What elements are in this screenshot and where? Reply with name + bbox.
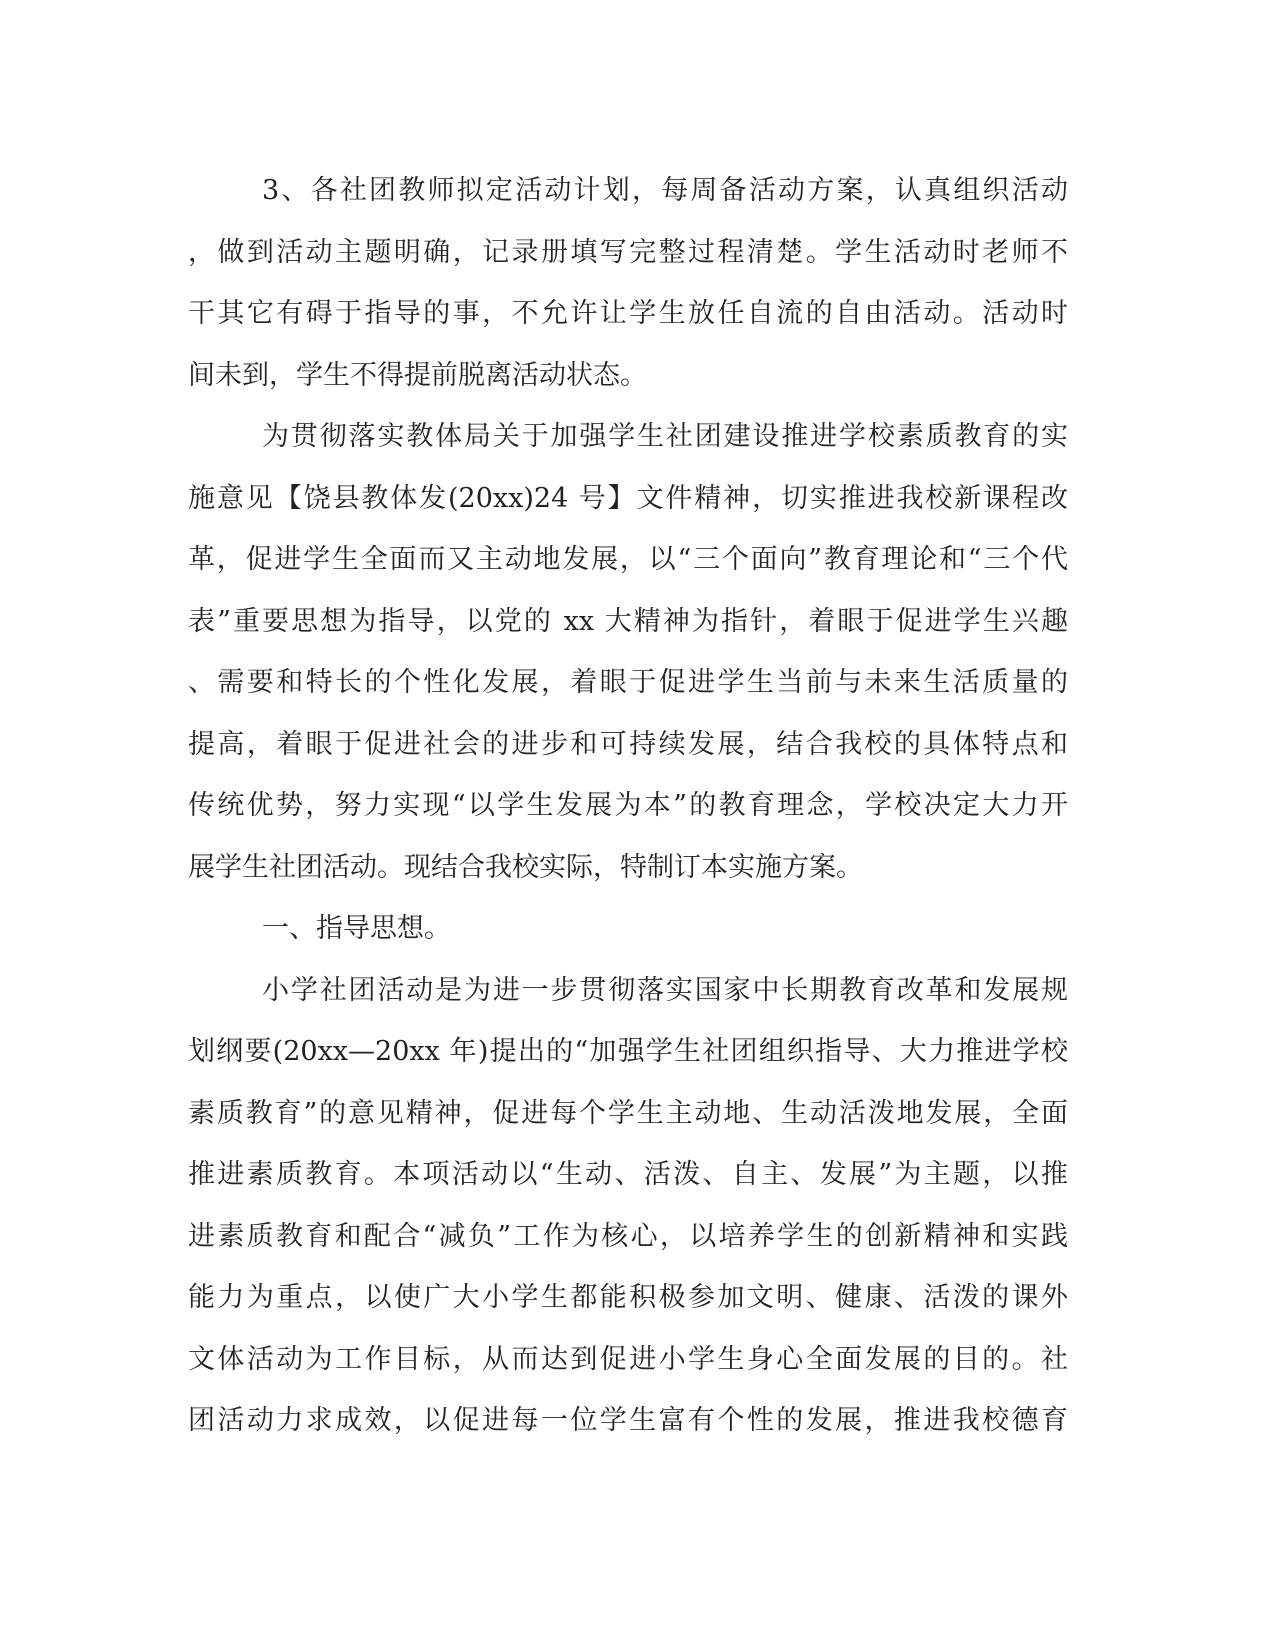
text-line: 划纲要(20xx—20xx 年)提出的“加强学生社团组织指导、大力推进学校: [188, 1036, 1068, 1067]
text-line: 文体活动为工作目标，从而达到促进小学生身心全面发展的目的。社: [188, 1343, 1068, 1375]
text-line: 展学生社团活动。现结合我校实际，特制订本实施方案。: [188, 851, 863, 883]
text-line: 间未到，学生不得提前脱离活动状态。: [188, 359, 647, 391]
text-line: 、需要和特长的个性化发展，着眼于促进学生当前与未来生活质量的: [188, 667, 1068, 698]
text-line: 一、指导思想。: [262, 913, 451, 944]
text-line: 能力为重点，以使广大小学生都能积极参加文明、健康、活泼的课外: [188, 1282, 1068, 1313]
text-line: 推进素质教育。本项活动以“生动、活泼、自主、发展”为主题，以推: [188, 1159, 1068, 1190]
text-line: 干其它有碍于指导的事，不允许让学生放任自流的自由活动。活动时: [188, 298, 1068, 329]
text-line: 团活动力求成效，以促进每一位学生富有个性的发展，推进我校德育: [188, 1405, 1068, 1436]
text-line: 素质教育”的意见精神，促进每个学生主动地、生动活泼地发展，全面: [188, 1097, 1068, 1129]
document-body: [188, 160, 1068, 1452]
text-line: ，做到活动主题明确，记录册填写完整过程清楚。学生活动时老师不: [188, 236, 1068, 268]
text-line: 革，促进学生全面而又主动地发展，以“三个面向”教育理论和“三个代: [188, 544, 1068, 575]
text-line: 提高，着眼于促进社会的进步和可持续发展，结合我校的具体特点和: [188, 728, 1068, 760]
text-line: 为贯彻落实教体局关于加强学生社团建设推进学校素质教育的实: [262, 421, 1068, 452]
text-line: 进素质教育和配合“减负”工作为核心，以培养学生的创新精神和实践: [188, 1220, 1068, 1252]
text-line: 3、各社团教师拟定活动计划，每周备活动方案，认真组织活动: [262, 175, 1068, 206]
text-line: 表”重要思想为指导，以党的 xx 大精神为指针，着眼于促进学生兴趣: [188, 605, 1068, 637]
text-line: 施意见【饶县教体发(20xx)24 号】文件精神，切实推进我校新课程改: [188, 482, 1068, 514]
text-line: 传统优势，努力实现“以学生发展为本”的教育理念，学校决定大力开: [188, 790, 1068, 821]
text-line: 小学社团活动是为进一步贯彻落实国家中长期教育改革和发展规: [262, 974, 1068, 1006]
